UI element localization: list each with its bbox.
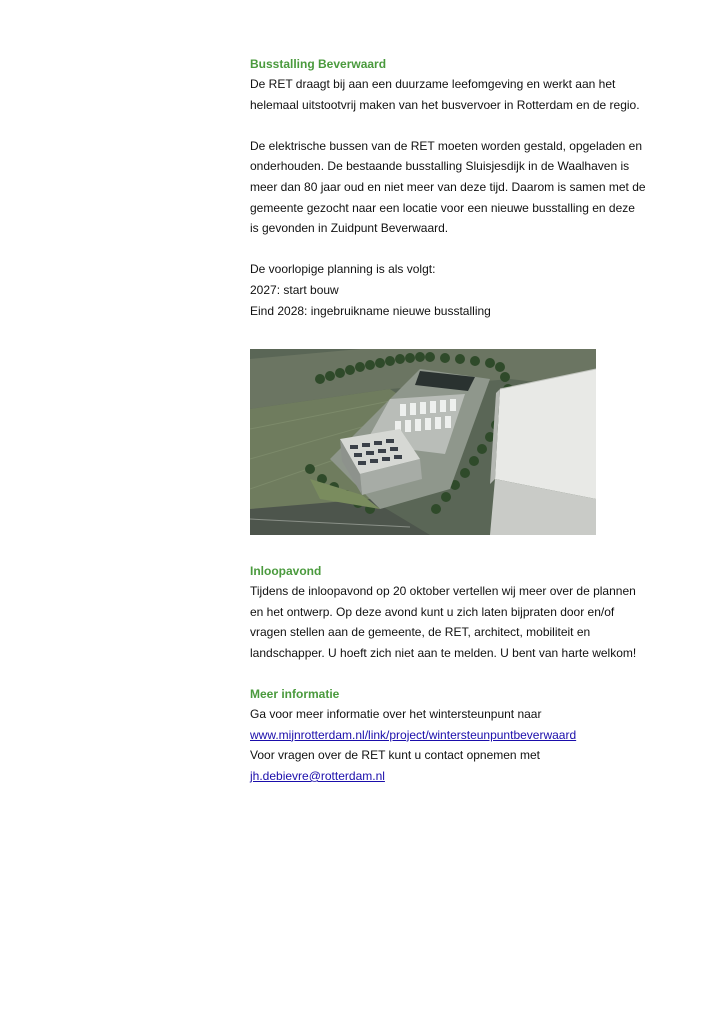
- planning-item-end: Eind 2028: ingebruikname nieuwe busstalling: [250, 303, 491, 318]
- project-website-link[interactable]: www.mijnrotterdam.nl/link/project/wintersteunpuntbeverwaard: [250, 727, 577, 742]
- intro-paragraph: [250, 74, 670, 115]
- background-paragraph: [250, 136, 670, 239]
- inloopavond-paragraph: [250, 581, 670, 663]
- background-line-5: is gevonden in Zuidpunt Beverwaard.: [250, 221, 449, 236]
- info-line-1: Ga voor meer informatie over het wintersteunpunt naar: [250, 707, 542, 722]
- intro-line-1: De RET draagt bij aan een duurzame leefomgeving en werkt aan het: [250, 77, 616, 91]
- background-line-2: onderhouden. De bestaande busstalling Sluisjesdijk in de Waalhaven is: [250, 159, 630, 174]
- planning-intro: De voorlopige planning is als volgt:: [250, 262, 436, 277]
- section-heading-meer-informatie: Meer informatie: [250, 687, 340, 702]
- bus-depot-aerial-render: [250, 349, 596, 535]
- background-line-1: De elektrische bussen van de RET moeten worden gestald, opgeladen en: [250, 138, 643, 153]
- inloopavond-line-1: Tijdens de inloopavond op 20 oktober vertellen wij meer over de plannen: [250, 584, 636, 599]
- inloopavond-line-3: vragen stellen aan de gemeente, de RET, architect, mobiliteit en: [250, 625, 591, 640]
- contact-email-link[interactable]: jh.debievre@rotterdam.nl: [250, 768, 385, 783]
- intro-line-2: helemaal uitstootvrij maken van het busvervoer in Rotterdam en de regio.: [250, 97, 640, 112]
- background-line-4: gemeente gezocht naar een locatie voor een nieuwe busstalling en deze: [250, 200, 635, 215]
- inloopavond-line-4: landschapper. U hoeft zich niet aan te melden. U bent van harte welkom!: [250, 645, 637, 660]
- planning-item-start: 2027: start bouw: [250, 282, 339, 297]
- document-page: [250, 54, 670, 786]
- section-heading-busstalling: Busstalling Beverwaard: [250, 57, 387, 71]
- background-line-3: meer dan 80 jaar oud en niet meer van deze tijd. Daarom is samen met de: [250, 179, 646, 194]
- info-line-2: Voor vragen over de RET kunt u contact opnemen met: [250, 748, 540, 763]
- inloopavond-line-2: en het ontwerp. Op deze avond kunt u zich laten bijpraten door en/of: [250, 604, 615, 619]
- planning-block: [250, 259, 670, 321]
- section-heading-inloopavond: Inloopavond: [250, 564, 322, 579]
- meer-informatie-paragraph: [250, 704, 670, 786]
